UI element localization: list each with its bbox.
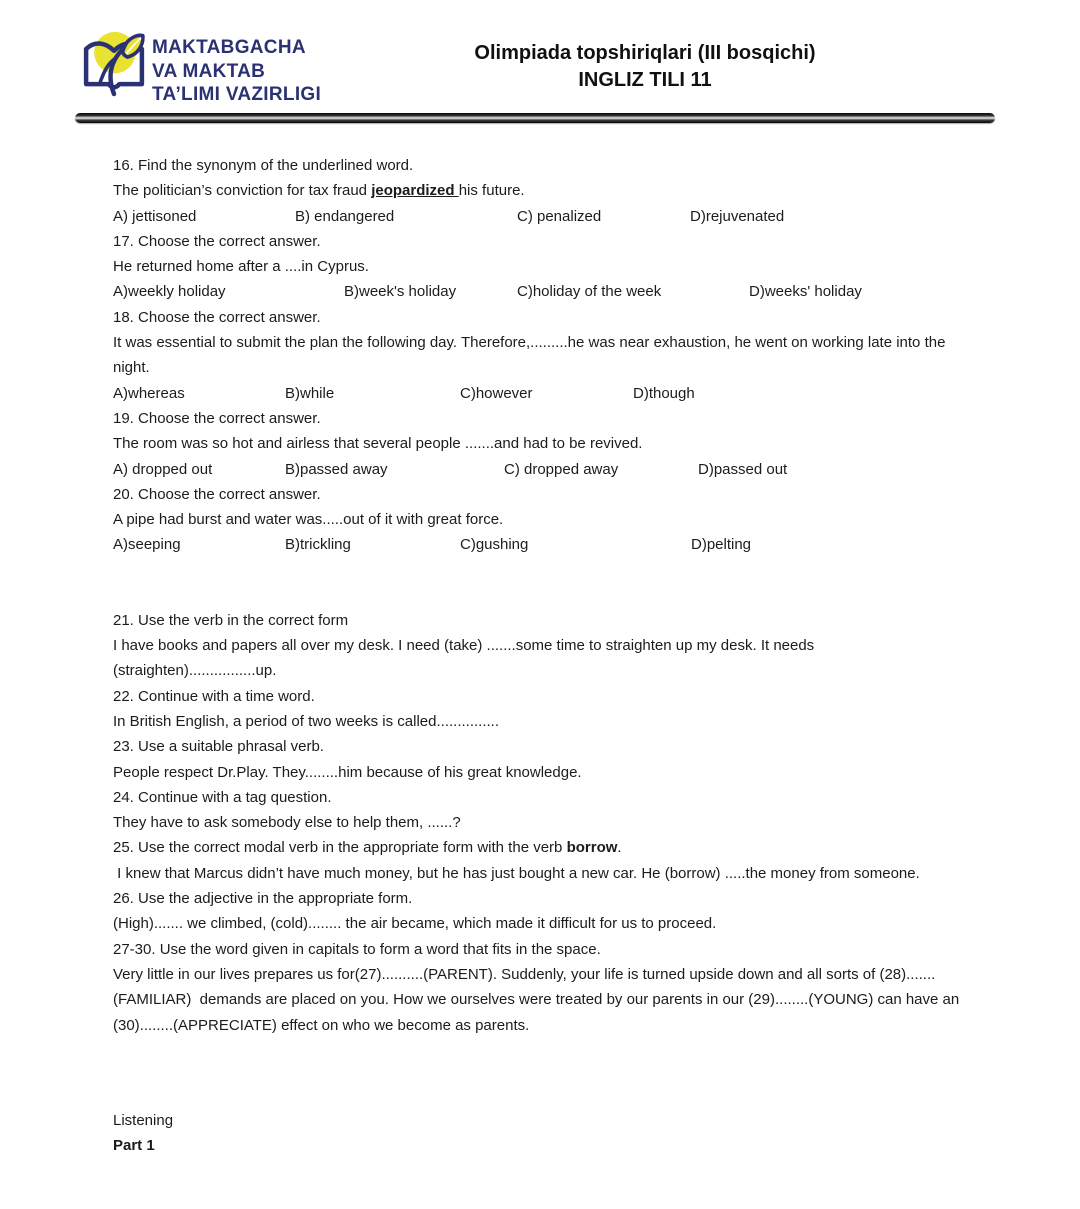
option-16-b: B) endangered (295, 207, 395, 225)
question-22-stem: In British English, a period of two weeks is called............... (113, 712, 500, 730)
question-17-title: 17. Choose the correct answer. (113, 232, 321, 250)
question-27-30-title: 27-30. Use the word given in capitals to form a word that fits in the space. (113, 940, 601, 958)
questions-section (113, 153, 965, 1158)
document-title-line-2: INGLIZ TILI 11 (578, 69, 712, 91)
header-rule (75, 113, 995, 123)
title-text: 25. Use the correct modal verb in the appropriate form with the verb (113, 839, 567, 857)
option-20-d: D)pelting (691, 536, 752, 554)
question-21-stem: I have books and papers all over my desk. I need (take) .......some time to straighten up my desk. It needs (straighten)................up. (113, 637, 819, 680)
question-26-title: 26. Use the adjective in the appropriate form. (113, 890, 413, 908)
question-21-title: 21. Use the verb in the correct form (113, 611, 349, 629)
question-24-stem: They have to ask somebody else to help them, ......? (113, 814, 461, 832)
section-gap (113, 558, 965, 608)
option-19-c: C) dropped away (504, 460, 619, 478)
option-18-b: B)while (285, 384, 335, 402)
ministry-name (152, 36, 321, 107)
title-text: . (617, 839, 622, 857)
option-19-a: A) dropped out (113, 460, 213, 478)
option-20-b: B)trickling (285, 536, 351, 554)
option-16-a: A) jettisoned (113, 207, 197, 225)
question-22-title: 22. Continue with a time word. (113, 687, 315, 705)
option-16-d: D)rejuvenated (690, 207, 785, 225)
footer-gap (113, 1038, 965, 1108)
ministry-logo-icon (78, 27, 150, 107)
option-17-b: B)week's holiday (344, 283, 457, 301)
question-16-title: 16. Find the synonym of the underlined word. (113, 157, 414, 174)
stem-text: The politician’s conviction for tax fraud (113, 182, 372, 200)
option-18-c: C)however (460, 384, 533, 402)
option-19-d: D)passed out (698, 460, 788, 478)
document-title-line-1: Olimpiada topshiriqlari (III bosqichi) (474, 42, 816, 64)
question-25-stem: I knew that Marcus didn’t have much money, but he has just bought a new car. He (borrow) .....the money from someone. (113, 864, 920, 882)
options-row-18 (113, 381, 965, 406)
question-16-stem (113, 178, 965, 203)
question-18-title: 18. Choose the correct answer. (113, 308, 321, 326)
question-20-stem: A pipe had burst and water was.....out of it with great force. (113, 511, 504, 529)
question-19-stem: The room was so hot and airless that several people .......and had to be revived. (113, 435, 643, 453)
option-20-c: C)gushing (460, 536, 529, 554)
question-19-title: 19. Choose the correct answer. (113, 409, 321, 427)
document-title (340, 40, 950, 94)
option-17-a: A)weekly holiday (113, 283, 226, 301)
question-24-title: 24. Continue with a tag question. (113, 788, 332, 806)
bold-verb: borrow (566, 839, 618, 857)
question-23-title: 23. Use a suitable phrasal verb. (113, 738, 324, 756)
option-17-d: D)weeks' holiday (749, 283, 862, 301)
question-25-title (113, 835, 965, 860)
option-17-c: C)holiday of the week (517, 283, 662, 301)
question-23-stem: People respect Dr.Play. They........him because of his great knowledge. (113, 763, 582, 781)
underlined-word: jeopardized (371, 182, 459, 200)
ministry-name-line-2: VA MAKTAB (152, 60, 266, 82)
option-16-c: C) penalized (517, 207, 602, 225)
options-row-16 (113, 204, 965, 229)
options-row-17 (113, 279, 965, 304)
ministry-name-line-1: MAKTABGACHA (152, 37, 306, 58)
options-row-19 (113, 457, 965, 482)
question-27-30-stem: Very little in our lives prepares us for(27)..........(PARENT). Suddenly, your life is turned upside down and all sorts of (28).......(FAMILIAR) demands are placed on you. How we ourselves were treated by our parents in our (29)........(YOUNG) can have an (30)........(APPRECIATE) effect on who we become as parents. (113, 965, 964, 1034)
question-18-stem: It was essential to submit the plan the following day. Therefore,.........he was near exhaustion, he went on working late into the night. (113, 334, 950, 377)
question-17-stem: He returned home after a ....in Cyprus. (113, 258, 369, 276)
question-20-title: 20. Choose the correct answer. (113, 485, 321, 503)
part-label: Part 1 (113, 1137, 155, 1155)
question-26-stem: (High)....... we climbed, (cold)........ the air became, which made it difficult for us to proceed. (113, 915, 717, 933)
listening-label: Listening (113, 1111, 174, 1129)
option-19-b: B)passed away (285, 460, 388, 478)
option-18-d: D)though (633, 384, 695, 402)
stem-text: his future. (458, 182, 525, 200)
option-20-a: A)seeping (113, 536, 181, 554)
ministry-name-line-3: TA’LIMI VAZIRLIGI (152, 84, 322, 105)
options-row-20 (113, 532, 965, 557)
option-18-a: A)whereas (113, 384, 185, 402)
